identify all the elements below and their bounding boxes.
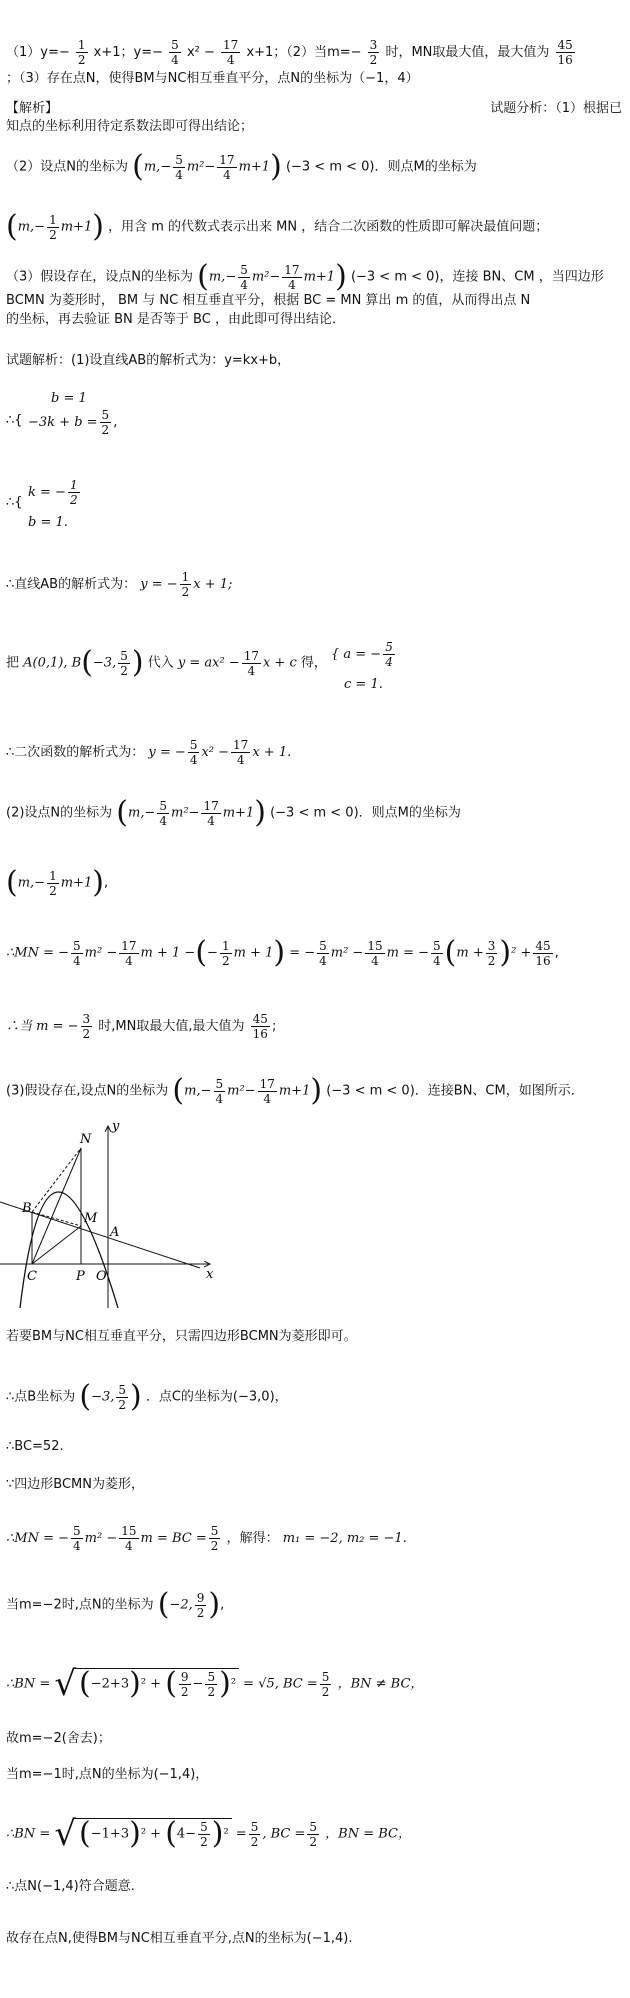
answer-line-2: ；（3）存在点N，使得BM与NC相互垂直平分，点N的坐标为（−1，4） bbox=[6, 71, 419, 86]
label-x: x bbox=[206, 1267, 214, 1282]
equation: k = − $\frac{1}{2}$ bbox=[28, 478, 78, 507]
therefore-brace: ∴{ bbox=[6, 495, 23, 510]
text: 代入 bbox=[147, 655, 174, 671]
answer-line-1 bbox=[6, 38, 622, 67]
text: ∴点B坐标为 bbox=[6, 1389, 76, 1405]
fraction: $\frac{5}{4}$ bbox=[175, 152, 183, 182]
label-a: A bbox=[110, 1225, 120, 1240]
solution-line: ∴BN = √ (−2+3)² + ( $\frac{9}{2}$ − $\frac{5}{2}$ )² = √5, BC = $\frac{5}{2}$ ，BN ≠ BC， bbox=[6, 1664, 424, 1704]
text: （3）假设存在，设点N的坐标为 bbox=[6, 269, 193, 285]
label-c: C bbox=[27, 1269, 37, 1284]
label-o: O bbox=[96, 1269, 107, 1284]
answer-text: x² − bbox=[186, 45, 215, 60]
equation: b = 1 bbox=[51, 391, 87, 406]
text: ，解得： bbox=[226, 1531, 279, 1546]
answer-text: 时，MN取最大值，最大值为 bbox=[385, 45, 550, 60]
numerator: 1 bbox=[77, 38, 86, 52]
fraction: $\frac{17}{4}$ bbox=[219, 152, 235, 182]
fraction bbox=[76, 38, 88, 67]
label-m: M bbox=[84, 1211, 98, 1226]
fraction bbox=[169, 38, 181, 67]
solution-line: ∴二次函数的解析式为： y = − $\frac{5}{4}$ x² − $\frac{17}{4}$ x + 1. bbox=[6, 738, 292, 767]
equation: −3k + b = $\frac{5}{2}$ , bbox=[28, 408, 118, 437]
text: (2)设点N的坐标为 bbox=[6, 805, 113, 821]
label-b: B bbox=[22, 1201, 32, 1216]
text: 当m=−2时,点N的坐标为 bbox=[6, 1597, 154, 1613]
paren: ( bbox=[6, 209, 18, 244]
answer-text: x+1；y=− bbox=[93, 45, 164, 60]
numerator: 17 bbox=[223, 38, 239, 52]
paren: ( bbox=[197, 259, 209, 294]
paren: ) bbox=[92, 209, 104, 244]
system-1 bbox=[6, 390, 622, 450]
label-n: N bbox=[80, 1132, 92, 1147]
equation: b = 1. bbox=[28, 515, 68, 530]
analysis-line: （3）假设存在，设点N的坐标为 (m,− $\frac{5}{4}$ m²− $\frac{17}{4}$ m+1) (−3 < m < 0)，连接 BN、CM ，当四边形 bbox=[6, 259, 604, 294]
solution-line: 若要BM与NC相互垂直平分，只需四边形BCMN为菱形即可。 bbox=[6, 1329, 357, 1344]
solution-line: ∴直线AB的解析式为： y = − $\frac{1}{2}$ x + 1; bbox=[6, 570, 233, 599]
system-2 bbox=[6, 478, 622, 538]
analysis-title bbox=[6, 100, 622, 118]
numerator: 45 bbox=[557, 38, 573, 52]
solution-line: ∴当 m = − $\frac{3}{2}$ 时,MN取最大值,最大值为 $\frac{45}{16}$ ; bbox=[6, 1012, 277, 1041]
paren: ) bbox=[270, 149, 282, 184]
text: 把 bbox=[6, 655, 20, 671]
solution-line: ∴点B坐标为 (−3, $\frac{5}{2}$ ) ．点C的坐标为(−3,0)， bbox=[6, 1379, 288, 1414]
math: m+1 bbox=[238, 159, 271, 175]
analysis-line: 知点的坐标利用待定系数法即可得出结论； bbox=[6, 119, 254, 134]
text: 得， bbox=[300, 655, 327, 671]
solution-line: ∴点N(−1,4)符合题意. bbox=[6, 1879, 135, 1894]
analysis-line: 的坐标，再去验证 BN 是否等于 BC ，由此即可得出结论． bbox=[6, 312, 345, 327]
math: m,− bbox=[17, 219, 46, 235]
text: (−3 < m < 0)，连接 BN、CM ，当四边形 bbox=[350, 269, 604, 285]
fraction bbox=[221, 38, 240, 67]
numerator: 3 bbox=[369, 38, 378, 52]
solution-line: ∴BN = √ (−1+3)² + (4− $\frac{5}{2}$ )² = $\frac{5}{2}$ , BC = $\frac{5}{2}$ ，BN = BC， bbox=[6, 1814, 411, 1854]
text: (−3 < m < 0)．连接BN、CM，如图所示． bbox=[326, 1083, 584, 1099]
paren: ) bbox=[335, 259, 347, 294]
solution-line: 故存在点N,使得BM与NC相互垂直平分,点N的坐标为(−1,4). bbox=[6, 1931, 353, 1946]
answer-text: （1）y=− bbox=[6, 45, 70, 60]
segment-bm bbox=[32, 1212, 81, 1226]
denominator: 16 bbox=[557, 53, 573, 67]
analysis-line bbox=[6, 209, 622, 244]
text: (−3 < m < 0)．则点M的坐标为 bbox=[285, 159, 477, 175]
label-y: y bbox=[112, 1119, 120, 1134]
denominator: 2 bbox=[369, 53, 378, 67]
math: m²− bbox=[186, 159, 216, 175]
solution-line: ∴MN = − $\frac{5}{4}$ m² − $\frac{15}{4}$ m = BC = $\frac{5}{2}$ ，解得： m₁ = −2, m₂ = −1. bbox=[6, 1524, 407, 1553]
geometry-figure bbox=[0, 1118, 230, 1308]
fraction bbox=[368, 38, 380, 67]
segment-cm bbox=[32, 1226, 81, 1264]
segment-cn bbox=[32, 1148, 81, 1264]
text: ，用含 m 的代数式表示出来 MN ，结合二次函数的性质即可解决最值问题； bbox=[108, 219, 549, 235]
solution-line: 当m=−2时,点N的坐标为 (−2, $\frac{9}{2}$ ), bbox=[6, 1587, 225, 1622]
solution-line: ∵四边形BCMN为菱形， bbox=[6, 1477, 144, 1492]
analysis-line: BCMN 为菱形时， BM 与 NC 相互垂直平分，根据 BC = MN 算出 m 的值，从而得出点 N bbox=[6, 293, 531, 308]
equation: { a = − $\frac{5}{4}$ bbox=[331, 640, 393, 669]
parabola bbox=[20, 1192, 118, 1308]
numerator: 5 bbox=[171, 38, 179, 52]
denominator: 2 bbox=[77, 53, 86, 67]
analysis-right-text: 试题分析：（1）根据已 bbox=[490, 101, 622, 116]
denominator: 4 bbox=[171, 53, 179, 67]
text: ∴二次函数的解析式为： bbox=[6, 745, 145, 760]
fraction bbox=[556, 38, 575, 67]
solution-line: ∴BC=52. bbox=[6, 1439, 64, 1454]
math: m+1 bbox=[60, 219, 93, 235]
solution-line: 当m=−1时,点N的坐标为(−1,4)， bbox=[6, 1767, 209, 1782]
answer-text: x+1；（2）当m=− bbox=[246, 45, 362, 60]
fraction: $\frac{1}{2}$ bbox=[49, 212, 57, 242]
denominator: 4 bbox=[226, 53, 235, 67]
text: （2）设点N的坐标为 bbox=[6, 159, 128, 175]
label-p: P bbox=[76, 1269, 85, 1284]
therefore-brace: ∴{ bbox=[6, 413, 23, 428]
paren: ( bbox=[132, 149, 144, 184]
solution-line: (m,− $\frac{1}{2}$ m+1), bbox=[6, 865, 109, 900]
text: (3)假设存在,设点N的坐标为 bbox=[6, 1083, 169, 1099]
text: 时,MN取最大值,最大值为 bbox=[98, 1019, 245, 1034]
fraction: $\frac{17}{4}$ bbox=[284, 262, 300, 292]
analysis-line bbox=[6, 149, 622, 184]
solution-line: 把 A(0,1), B(−3, $\frac{5}{2}$ ) 代入 y = ax² − $\frac{17}{4}$ x + c 得， { a = − $\frac{5}{4}$ c = 1. bbox=[6, 648, 622, 708]
solution-line: 故m=−2(舍去)； bbox=[6, 1731, 111, 1746]
mn-expression: ∴MN = − $\frac{5}{4}$ m² − $\frac{17}{4}$ m + 1 −(− $\frac{1}{2}$ m + 1) = − $\frac{5}{4}$ m² − $\frac{15}{4}$ m = − $\frac{5}{4}$ (m + $\frac{3}{2}$ )² + $\frac{45}{16}$ , bbox=[6, 935, 559, 970]
solution-line: 试题解析：(1)设直线AB的解析式为：y=kx+b， bbox=[6, 353, 291, 368]
solution-line: (3)假设存在,设点N的坐标为 (m,− $\frac{5}{4}$ m²− $\frac{17}{4}$ m+1) (−3 < m < 0)．连接BN、CM，如图所示． bbox=[6, 1073, 584, 1108]
equation: c = 1. bbox=[344, 677, 383, 692]
analysis-heading: 【解析】 bbox=[6, 101, 59, 116]
math: y = − bbox=[140, 577, 178, 592]
fraction: $\frac{5}{4}$ bbox=[240, 262, 248, 292]
text: ．点C的坐标为(−3,0)， bbox=[145, 1389, 288, 1405]
solution-line: (2)设点N的坐标为 (m,− $\frac{5}{4}$ m²− $\frac{17}{4}$ m+1) (−3 < m < 0)．则点M的坐标为 bbox=[6, 795, 461, 830]
math: m,− bbox=[143, 159, 172, 175]
text: (−3 < m < 0)．则点M的坐标为 bbox=[270, 805, 461, 821]
text: ∴直线AB的解析式为： bbox=[6, 577, 137, 592]
